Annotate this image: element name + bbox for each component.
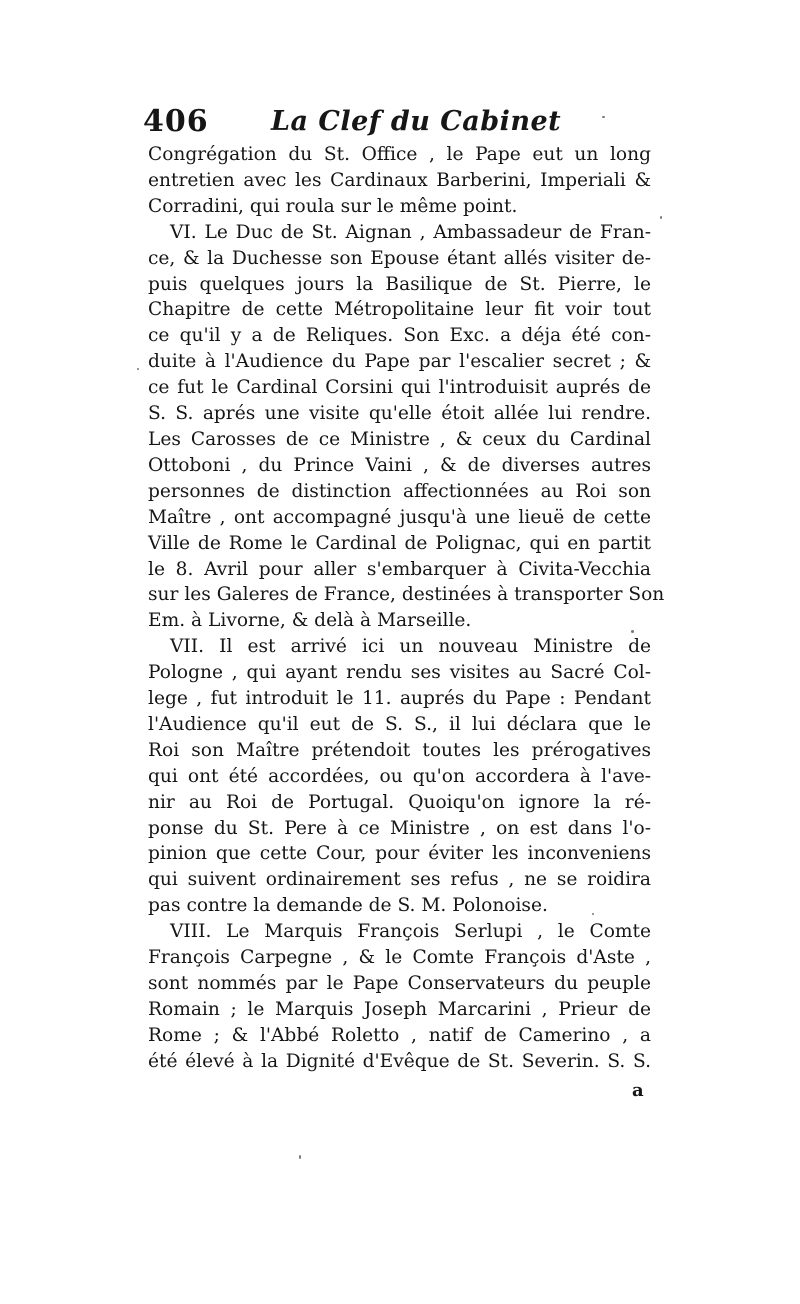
text-line: Em. à Livorne, & delà à Marseille. xyxy=(148,610,472,632)
text-line: l'Audience qu'il eut de S. S., il lui déclara que le xyxy=(148,713,651,735)
text-line: personnes de distinction affectionnées au Roi son xyxy=(148,480,651,502)
paper-speck xyxy=(631,630,634,633)
text-line: pas contre la demande de S. M. Polonoise. xyxy=(148,895,548,917)
page-number: 406 xyxy=(143,104,209,139)
text-line: ce qu'il y a de Reliques. Son Exc. a déja été con- xyxy=(148,325,651,347)
text-line: duite à l'Audience du Pape par l'escalier secret ; & xyxy=(148,351,651,373)
text-line: VI. Le Duc de St. Aignan , Ambassadeur de Fran- xyxy=(170,221,651,243)
text-line: Pologne , qui ayant rendu ses visites au Sacré Col- xyxy=(148,662,651,684)
text-line: qui suivent ordinairement ses refus , ne se roidira xyxy=(148,869,651,891)
text-line: lege , fut introduit le 11. auprés du Pape : Pendant xyxy=(148,688,651,710)
text-line: Chapitre de cette Métropolitaine leur fit voir tout xyxy=(148,299,651,321)
text-line: pinion que cette Cour, pour éviter les inconveniens xyxy=(148,843,651,865)
text-line: Maître , ont accompagné jusqu'à une lieuë de cette xyxy=(148,506,651,528)
text-line: nir au Roi de Portugal. Quoiqu'on ignore la ré- xyxy=(148,791,651,813)
paper-speck xyxy=(602,116,605,118)
text-line: Romain ; le Marquis Joseph Marcarini , Prieur de xyxy=(148,998,651,1020)
text-line: VIII. Le Marquis François Serlupi , le Comte xyxy=(170,921,651,943)
paper-speck xyxy=(299,1155,301,1159)
text-line: Rome ; & l'Abbé Roletto , natif de Camerino , a xyxy=(148,1024,651,1046)
text-line: François Carpegne , & le Comte François d'Aste , xyxy=(148,947,651,969)
text-line: Les Carosses de ce Ministre , & ceux du Cardinal xyxy=(148,428,651,450)
text-line: été élevé à la Dignité d'Evêque de St. Severin. S. S. xyxy=(148,1050,651,1072)
text-line: entretien avec les Cardinaux Barberini, Imperiali & xyxy=(148,169,651,191)
paper-speck xyxy=(137,368,139,370)
text-line: sont nommés par le Pape Conservateurs du peuple xyxy=(148,973,651,994)
text-line: ce, & la Duchesse son Epouse étant allés visiter de- xyxy=(148,247,651,269)
text-line: qui ont été accordées, ou qu'on accordera à l'ave- xyxy=(148,765,651,787)
text-line: Corradini, qui roula sur le même point. xyxy=(148,195,518,217)
text-line: Ottoboni , du Prince Vaini , & de diverses autres xyxy=(148,454,651,476)
text-line: Ville de Rome le Cardinal de Polignac, qui en partit xyxy=(148,532,651,554)
text-line: Roi son Maître prétendoit toutes les prérogatives xyxy=(148,739,651,761)
text-line: VII. Il est arrivé ici un nouveau Ministre de xyxy=(170,636,651,658)
text-line: le 8. Avril pour aller s'embarquer à Civita-Vecchia xyxy=(148,558,651,580)
text-line: ponse du St. Pere à ce Ministre , on est dans l'o- xyxy=(148,817,651,839)
text-line: puis quelques jours la Basilique de St. Pierre, le xyxy=(148,273,651,295)
body-text xyxy=(148,142,665,1075)
text-line: Congrégation du St. Office , le Pape eut un long xyxy=(148,144,651,165)
text-line: sur les Galeres de France, destinées à transporter Son xyxy=(148,584,665,606)
text-line: S. S. aprés une visite qu'elle étoit allée lui rendre. xyxy=(148,403,651,425)
text-line: ce fut le Cardinal Corsini qui l'introduisit auprés de xyxy=(148,377,651,399)
running-title: La Clef du Cabinet xyxy=(271,106,562,137)
catchword: a xyxy=(632,1080,644,1101)
paper-speck xyxy=(660,216,662,219)
paper-speck xyxy=(592,913,594,915)
